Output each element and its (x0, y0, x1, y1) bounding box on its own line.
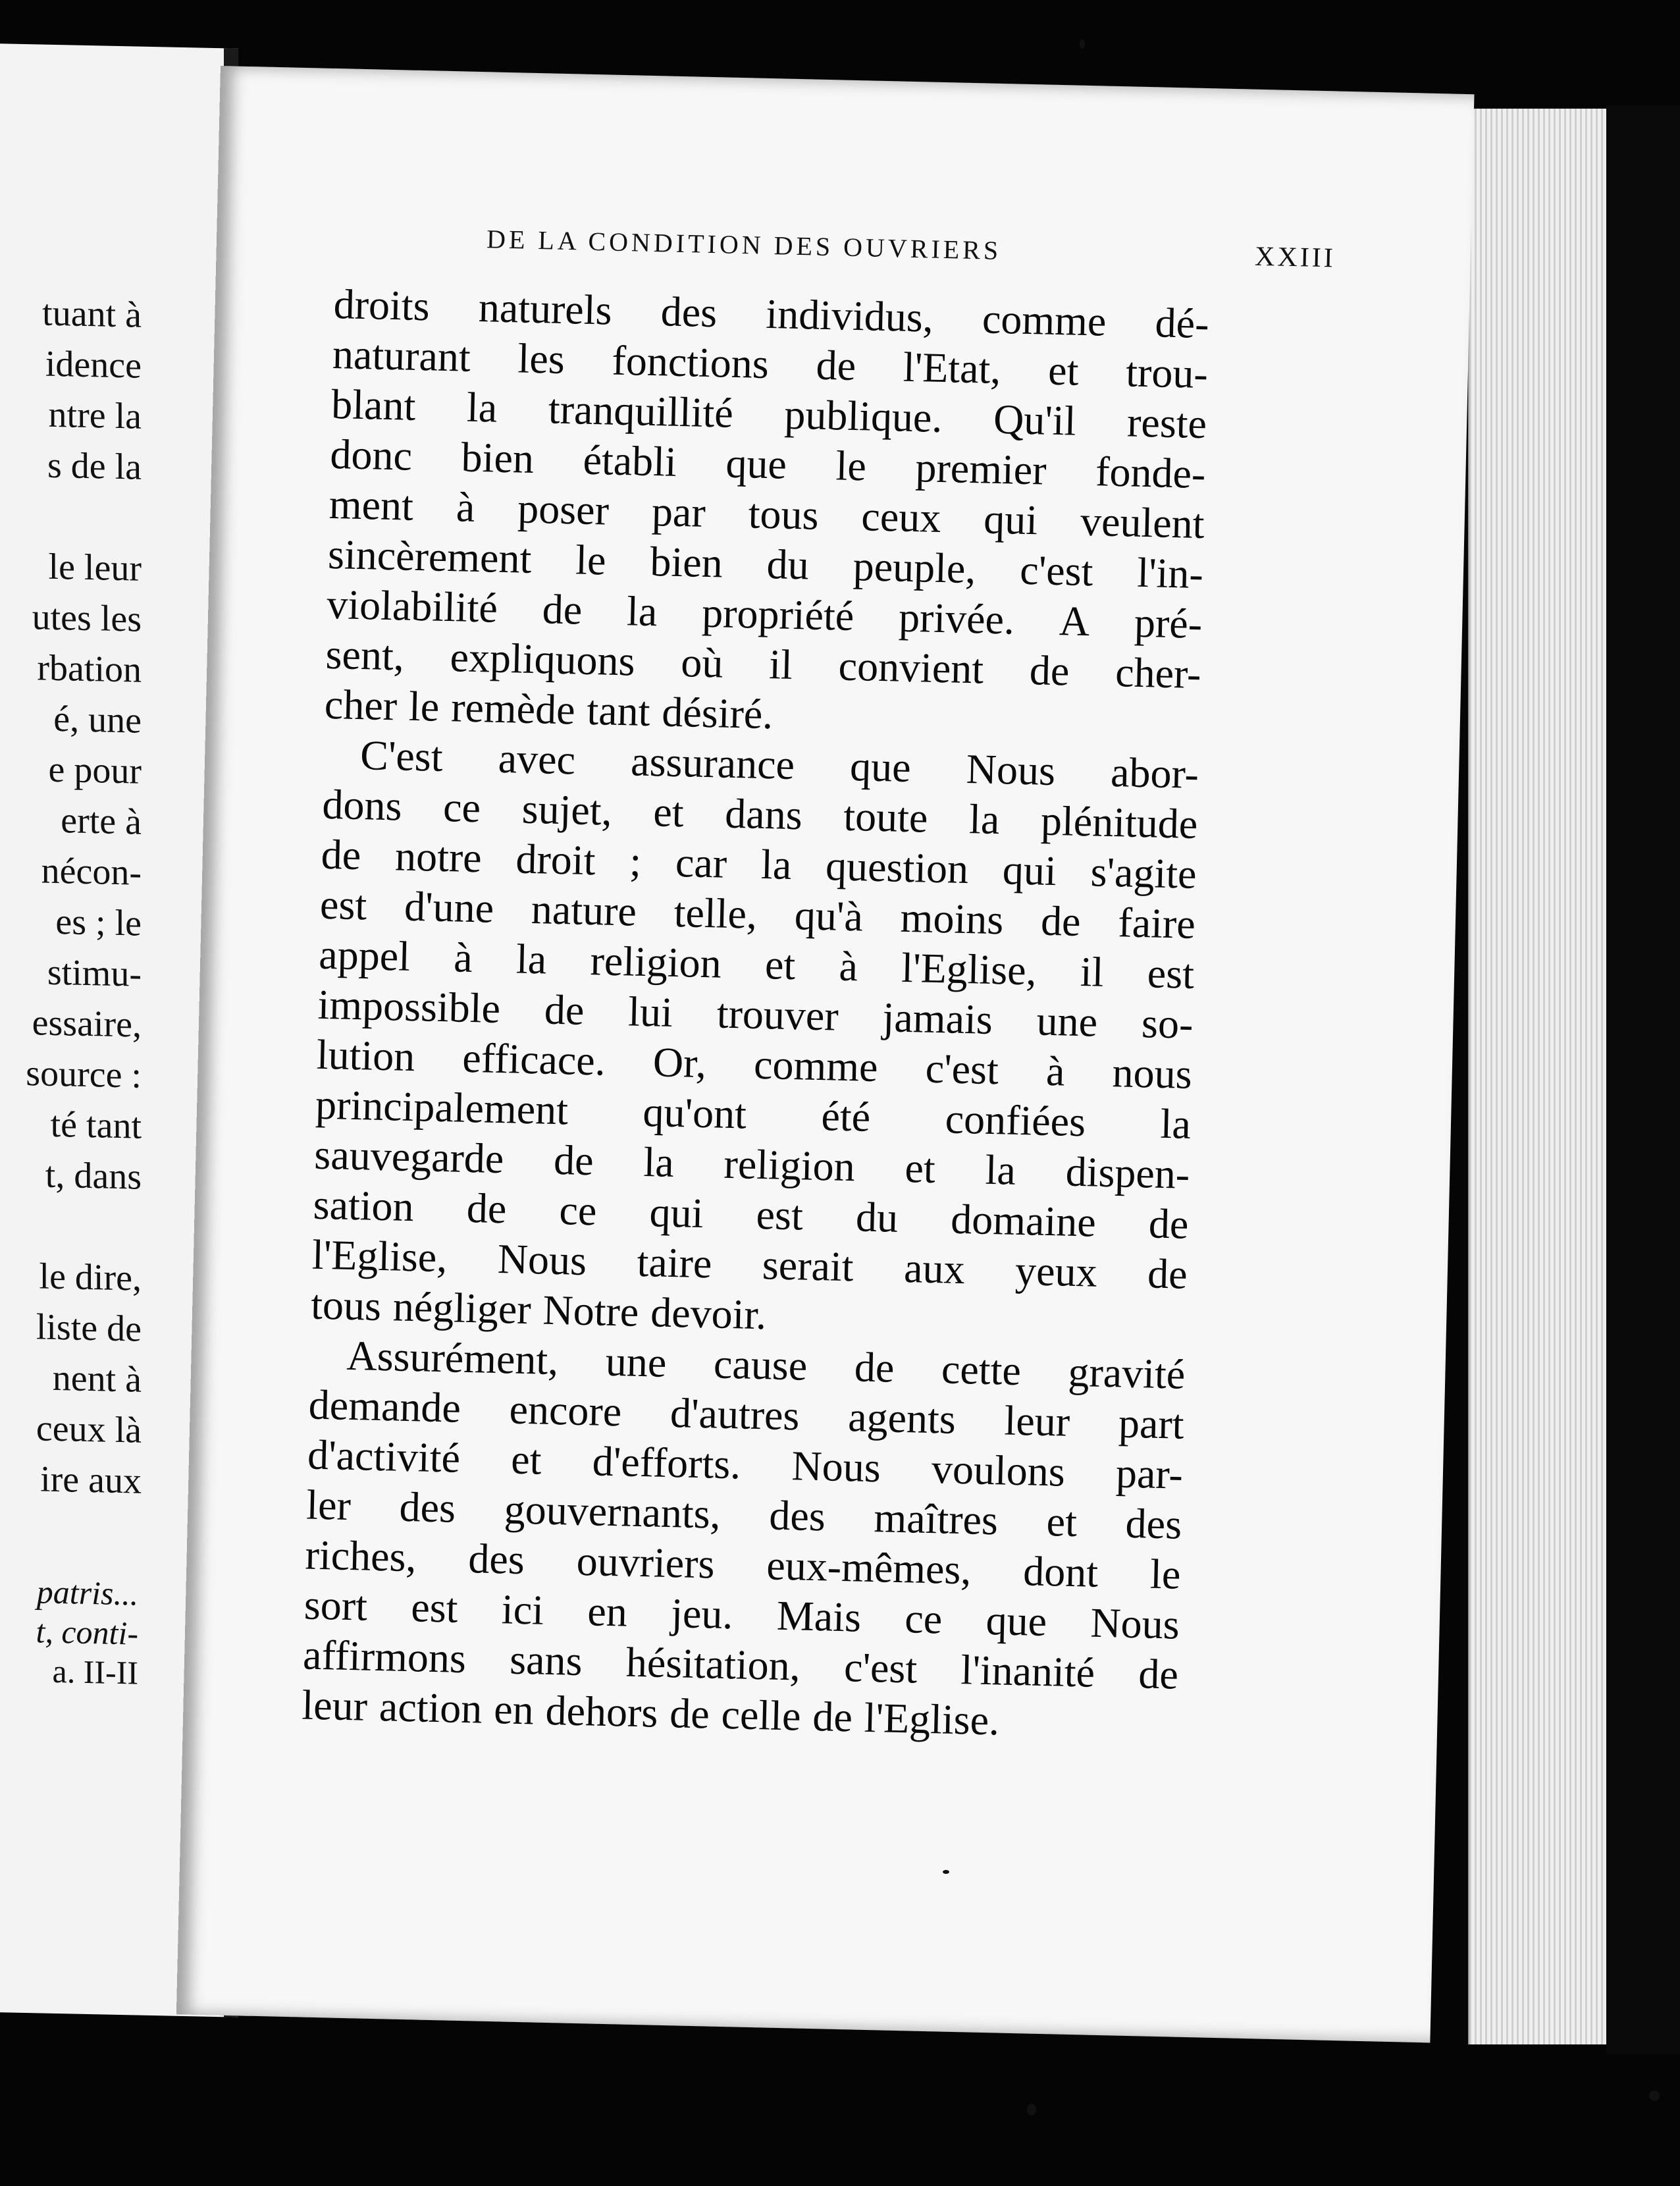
left-text-line: é, une (53, 698, 142, 741)
text-line: sort est ici en jeu. Mais ce que Nous (303, 1581, 1180, 1648)
left-text-line: ntre la (48, 394, 142, 437)
text-line: sent, expliquons où il convient de cher- (325, 630, 1202, 698)
left-text-line: t, dans (45, 1154, 142, 1198)
left-text-line: nent à (52, 1357, 142, 1400)
page-number: XXIII (1254, 241, 1336, 274)
left-text-line: té tant (50, 1104, 142, 1147)
left-text-line: ire aux (40, 1458, 142, 1502)
left-text-line: e pour (48, 749, 142, 792)
left-text-line: liste de (36, 1306, 142, 1350)
left-footnote-line: a. II-II (52, 1652, 138, 1692)
left-text-line: idence (45, 343, 142, 387)
text-line: est d'une nature telle, qu'à moins de faire (319, 880, 1196, 947)
text-line: donc bien établi que le premier fonde- (329, 430, 1207, 498)
text-line: ler des gouvernants, des maîtres et des (305, 1481, 1182, 1548)
text-line: C'est avec assurance que Nous abor- (359, 732, 1199, 797)
text-line: principalement qu'ont été confiées la (315, 1080, 1192, 1148)
dark-margin (1606, 105, 1680, 2054)
scan-speck (1649, 2091, 1660, 2101)
left-text-line: le dire, (39, 1256, 142, 1299)
page-edges (1468, 109, 1608, 2044)
scan-speck (1027, 2104, 1036, 2116)
text-line: naturant les fonctions de l'Etat, et trou- (332, 330, 1209, 398)
text-line: dons ce sujet, et dans toute la plénitude (321, 780, 1199, 847)
left-text-line: es ; le (55, 901, 142, 944)
text-line: Assurément, une cause de cette gravité (346, 1331, 1186, 1398)
text-line: blant la tranquillité publique. Qu'il reste (330, 380, 1207, 448)
text-line: violabilité de la propriété privée. A pré- (326, 580, 1203, 648)
text-line: droits naturels des individus, comme dé- (333, 280, 1210, 348)
text-line: sation de ce qui est du domaine de (313, 1181, 1190, 1248)
left-text-line: rbation (37, 647, 142, 691)
text-line: demande encore d'autres agents leur part (308, 1381, 1185, 1448)
left-page-text (0, 287, 142, 1507)
text-line: de notre droit ; car la question qui s'agite (321, 830, 1197, 897)
left-text-line: stimu- (47, 951, 142, 995)
text-line: ment à poser par tous ceux qui veulent (328, 480, 1205, 548)
main-page (176, 66, 1475, 2042)
left-text-line: nécon- (41, 850, 142, 893)
left-text-line: source : (26, 1053, 142, 1096)
left-text-line: essaire, (32, 1002, 142, 1046)
scan-speck (943, 1870, 949, 1874)
left-text-line: erte à (61, 800, 142, 843)
text-line: sauvegarde de la religion et la dispen- (313, 1131, 1190, 1198)
left-footnote-line: t, conti- (36, 1613, 138, 1652)
text-line: impossible de lui trouver jamais une so- (317, 980, 1194, 1048)
left-text-line: ceux là (36, 1408, 142, 1451)
text-line: cher le remède tant désiré. (324, 680, 774, 738)
text-line: tous négliger Notre devoir. (310, 1281, 768, 1339)
left-text-line: s de la (47, 444, 142, 488)
left-text-line (0, 1200, 142, 1254)
text-line: affirmons sans hésitation, c'est l'inanité de (302, 1631, 1179, 1698)
text-line: leur action en dehors de celle de l'Eglise. (301, 1681, 1000, 1744)
text-line: l'Eglise, Nous taire serait aux yeux de (311, 1231, 1188, 1298)
scan-speck (1080, 40, 1085, 49)
left-text-line (0, 490, 142, 544)
text-line: sincèrement le bien du peuple, c'est l'in- (327, 530, 1204, 598)
running-head: DE LA CONDITION DES OUVRIERS (486, 224, 1002, 265)
text-line: appel à la religion et à l'Eglise, il est (318, 930, 1195, 998)
body-text (302, 279, 1210, 1750)
text-line: lution efficace. Or, comme c'est à nous (316, 1030, 1193, 1098)
left-text-line: utes les (32, 597, 142, 640)
left-footnote-line: patris... (36, 1573, 138, 1613)
left-text-line: le leur (48, 546, 142, 589)
left-text-line: tuant à (42, 292, 142, 336)
text-line: riches, des ouvriers eux-mêmes, dont le (304, 1531, 1182, 1598)
text-line: d'activité et d'efforts. Nous voulons par- (307, 1431, 1184, 1498)
left-page-footnote (0, 1571, 138, 1692)
